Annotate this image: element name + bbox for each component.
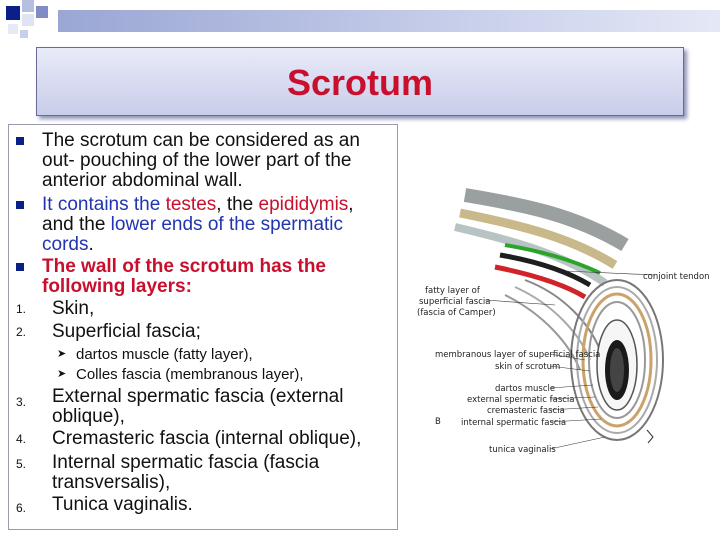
label-internal-spermatic-fascia: internal spermatic fascia xyxy=(461,418,567,428)
bullet-marker xyxy=(16,263,24,271)
epididymis-highlight: epididymis xyxy=(258,194,349,215)
spermatic-cord-highlight: lower ends of the spermatic xyxy=(110,214,344,235)
bullet-3-line-2: following layers: xyxy=(42,276,192,297)
label-external-spermatic-fascia: external spermatic fascia xyxy=(467,395,575,405)
list-number: 4. xyxy=(16,432,27,446)
bullet-marker xyxy=(16,137,24,145)
header-bar xyxy=(58,10,720,32)
bullet-2-line-3 xyxy=(42,234,94,255)
list-number: 6. xyxy=(16,501,27,515)
label-b: B xyxy=(435,417,441,427)
sub-bullet-dartos: dartos muscle (fatty layer), xyxy=(76,346,253,363)
arrow-bullet-icon: ➤ xyxy=(57,368,67,380)
bullet-3-line-1: The wall of the scrotum has the xyxy=(42,256,326,277)
bullet-2-line-2 xyxy=(42,214,343,235)
list-number: 3. xyxy=(16,395,27,409)
label-skin-of-scrotum: skin of scrotum xyxy=(495,362,561,372)
list-number: 1. xyxy=(16,302,27,316)
label-fatty-layer-3: (fascia of Camper) xyxy=(417,308,496,318)
bullet-2-text: , xyxy=(348,194,354,215)
layer-external-spermatic-line-1: External spermatic fascia (external xyxy=(52,386,344,407)
sub-bullet-colles: Colles fascia (membranous layer), xyxy=(76,366,304,383)
bullet-marker xyxy=(16,201,24,209)
label-cremasteric-fascia: cremasteric fascia xyxy=(487,406,565,416)
bullet-1-line-3: anterior abdominal wall. xyxy=(42,170,243,191)
layer-superficial-fascia: Superficial fascia; xyxy=(52,321,201,342)
bullet-2-text: , the xyxy=(216,194,259,215)
slide-title: Scrotum xyxy=(286,62,434,103)
bullet-1-line-1: The scrotum can be considered as an xyxy=(42,130,360,151)
layer-external-spermatic-line-2: oblique), xyxy=(52,406,125,427)
list-number: 5. xyxy=(16,457,27,471)
layer-tunica-vaginalis: Tunica vaginalis. xyxy=(52,494,193,515)
label-fatty-layer-1: fatty layer of xyxy=(425,286,480,296)
spermatic-cord-highlight: cords xyxy=(42,234,89,255)
bullet-2-text: and the xyxy=(42,214,111,235)
diagram-drawing xyxy=(405,175,715,495)
layer-skin: Skin, xyxy=(52,298,95,319)
list-number: 2. xyxy=(16,325,27,339)
layer-internal-spermatic-line-1: Internal spermatic fascia (fascia xyxy=(52,452,320,473)
layer-internal-spermatic-line-2: transversalis), xyxy=(52,472,171,493)
label-tunica-vaginalis: tunica vaginalis xyxy=(489,445,556,455)
bullet-1-line-2: out- pouching of the lower part of the xyxy=(42,150,352,171)
arrow-bullet-icon: ➤ xyxy=(57,348,67,360)
label-membranous-layer: membranous layer of superficial fascia xyxy=(435,350,601,360)
testes-highlight: testes xyxy=(165,194,217,215)
bullet-2-line-1 xyxy=(42,194,354,215)
label-fatty-layer-2: superficial fascia xyxy=(419,297,491,307)
bullet-2-text: It contains the xyxy=(42,194,166,215)
label-dartos-muscle: dartos muscle xyxy=(495,384,556,394)
scrotum-layers-diagram xyxy=(405,175,715,495)
bullet-2-text: . xyxy=(88,234,94,255)
layer-cremasteric: Cremasteric fascia (internal oblique), xyxy=(52,428,362,449)
label-conjoint-tendon: conjoint tendon xyxy=(643,272,710,282)
